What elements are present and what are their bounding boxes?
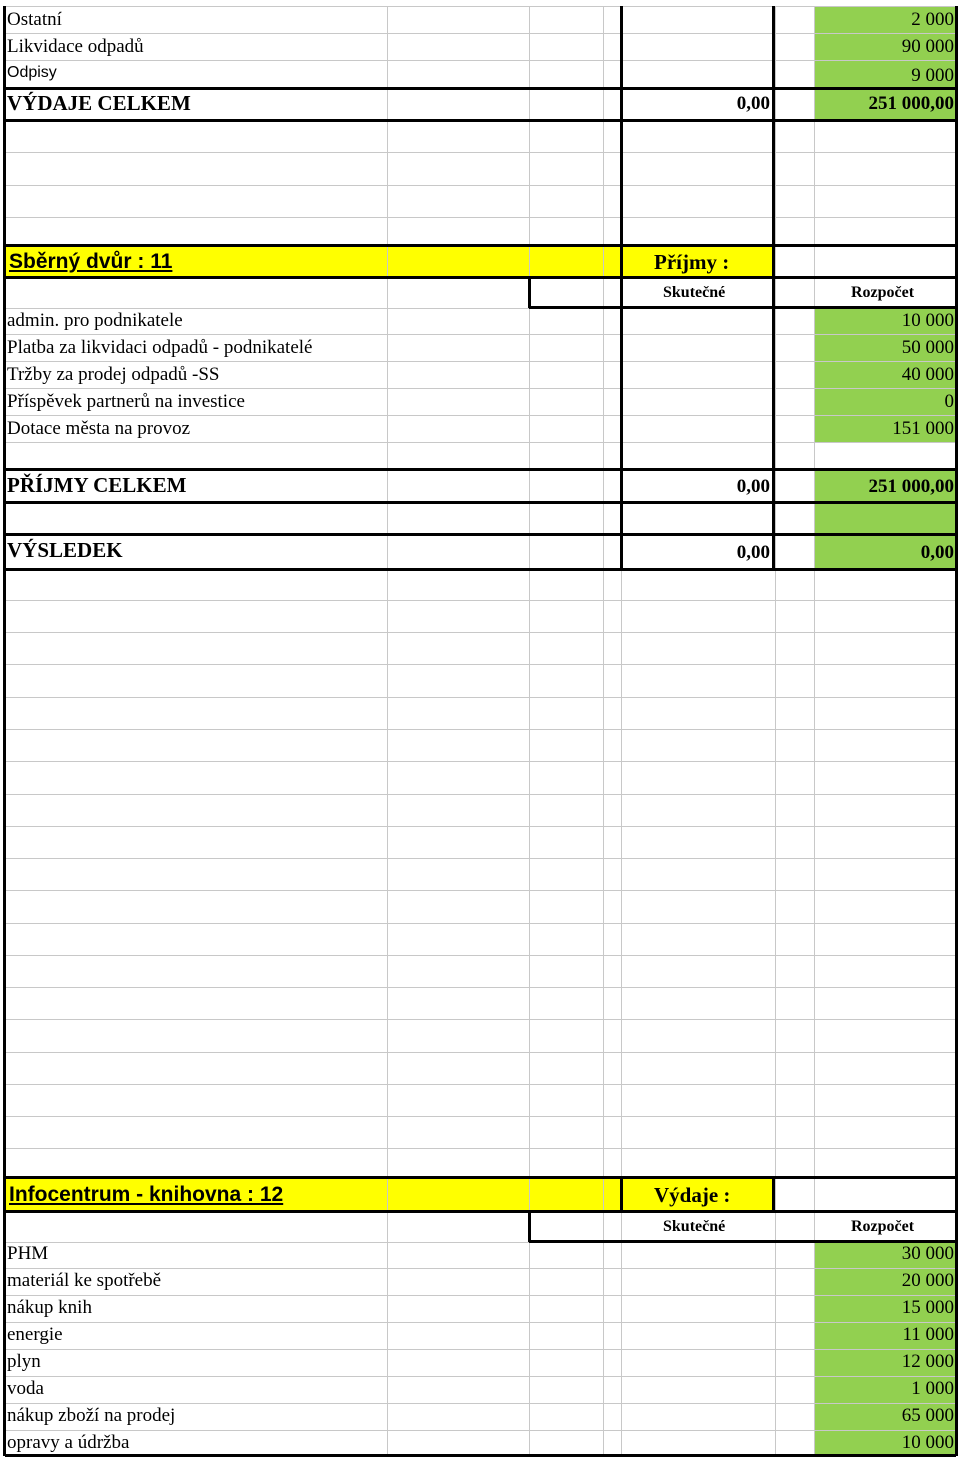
- budget-value: 11 000: [902, 1324, 954, 1345]
- table-border: [5, 276, 956, 279]
- row-label: Likvidace odpadů: [7, 36, 144, 57]
- row-label: Platba za likvidaci odpadů - podnikatelé: [7, 337, 313, 358]
- budget-value: 12 000: [901, 1351, 954, 1372]
- column-header-actual: Skutečné: [663, 1218, 726, 1235]
- budget-total: 251 000,00: [868, 476, 954, 497]
- table-border: [529, 1240, 956, 1243]
- table-border: [620, 1176, 623, 1212]
- budget-value: 2 000: [911, 9, 954, 30]
- table-border: [5, 568, 956, 571]
- table-border: [5, 501, 956, 504]
- grid-column-line: [814, 6, 815, 1456]
- grid-column-line: [775, 6, 776, 1456]
- budget-value: 20 000: [901, 1270, 954, 1291]
- table-border: [5, 87, 956, 90]
- section-title: Sběrný dvůr : 11: [9, 250, 173, 273]
- budget-value: 9 000: [911, 65, 954, 86]
- budget-value: 50 000: [901, 337, 954, 358]
- table-border: [3, 6, 6, 1456]
- block-heading: Příjmy :: [654, 250, 730, 274]
- row-label: PHM: [7, 1243, 49, 1264]
- row-label: plyn: [7, 1351, 41, 1372]
- row-label: energie: [7, 1324, 63, 1345]
- row-label: Odpisy: [7, 64, 57, 81]
- row-label: nákup knih: [7, 1297, 92, 1318]
- budget-result: 0,00: [920, 542, 954, 563]
- table-border: [955, 6, 958, 1456]
- budget-value: 65 000: [901, 1405, 954, 1426]
- table-border: [5, 1176, 956, 1179]
- actual-result: 0,00: [736, 542, 770, 563]
- row-label: opravy a údržba: [7, 1432, 130, 1453]
- budget-value: 30 000: [901, 1243, 954, 1264]
- row-label: Ostatní: [7, 9, 62, 30]
- total-label: VÝDAJE CELKEM: [7, 91, 191, 115]
- budget-value: 10 000: [901, 1432, 954, 1453]
- table-border: [529, 306, 956, 309]
- total-label: PŘÍJMY CELKEM: [7, 473, 187, 497]
- row-label: voda: [7, 1378, 44, 1399]
- row-label: materiál ke spotřebě: [7, 1270, 162, 1291]
- result-label: VÝSLEDEK: [7, 538, 123, 562]
- row-label: Příspěvek partnerů na investice: [7, 391, 245, 412]
- grid-column-line: [603, 6, 604, 1456]
- table-border: [5, 1210, 956, 1213]
- table-border: [5, 533, 956, 536]
- section-title: Infocentrum - knihovna : 12: [9, 1183, 284, 1206]
- row-label: nákup zboží na prodej: [7, 1405, 176, 1426]
- budget-value: 10 000: [901, 310, 954, 331]
- table-border: [772, 6, 775, 570]
- budget-value: 151 000: [892, 418, 954, 439]
- table-border: [528, 276, 531, 308]
- table-border: [772, 1176, 775, 1212]
- budget-value: 40 000: [901, 364, 954, 385]
- budget-value: 90 000: [901, 36, 954, 57]
- actual-total: 0,00: [736, 93, 770, 114]
- table-border: [5, 244, 956, 247]
- row-label: Dotace města na provoz: [7, 418, 191, 439]
- budget-value: 0: [944, 391, 954, 412]
- actual-total: 0,00: [736, 476, 770, 497]
- column-header-budget: Rozpočet: [851, 284, 915, 301]
- budget-total: 251 000,00: [868, 93, 954, 114]
- grid-column-line: [387, 6, 388, 1456]
- table-border: [5, 468, 956, 471]
- row-label: admin. pro podnikatele: [7, 310, 183, 331]
- budget-value: 1 000: [911, 1378, 954, 1399]
- table-border: [620, 6, 623, 570]
- row-label: Tržby za prodej odpadů -SS: [7, 364, 220, 385]
- budget-value: 15 000: [901, 1297, 954, 1318]
- block-heading: Výdaje :: [654, 1183, 731, 1207]
- column-header-budget: Rozpočet: [851, 1218, 915, 1235]
- table-border: [528, 1210, 531, 1242]
- column-header-actual: Skutečné: [663, 284, 726, 301]
- table-border: [5, 119, 956, 122]
